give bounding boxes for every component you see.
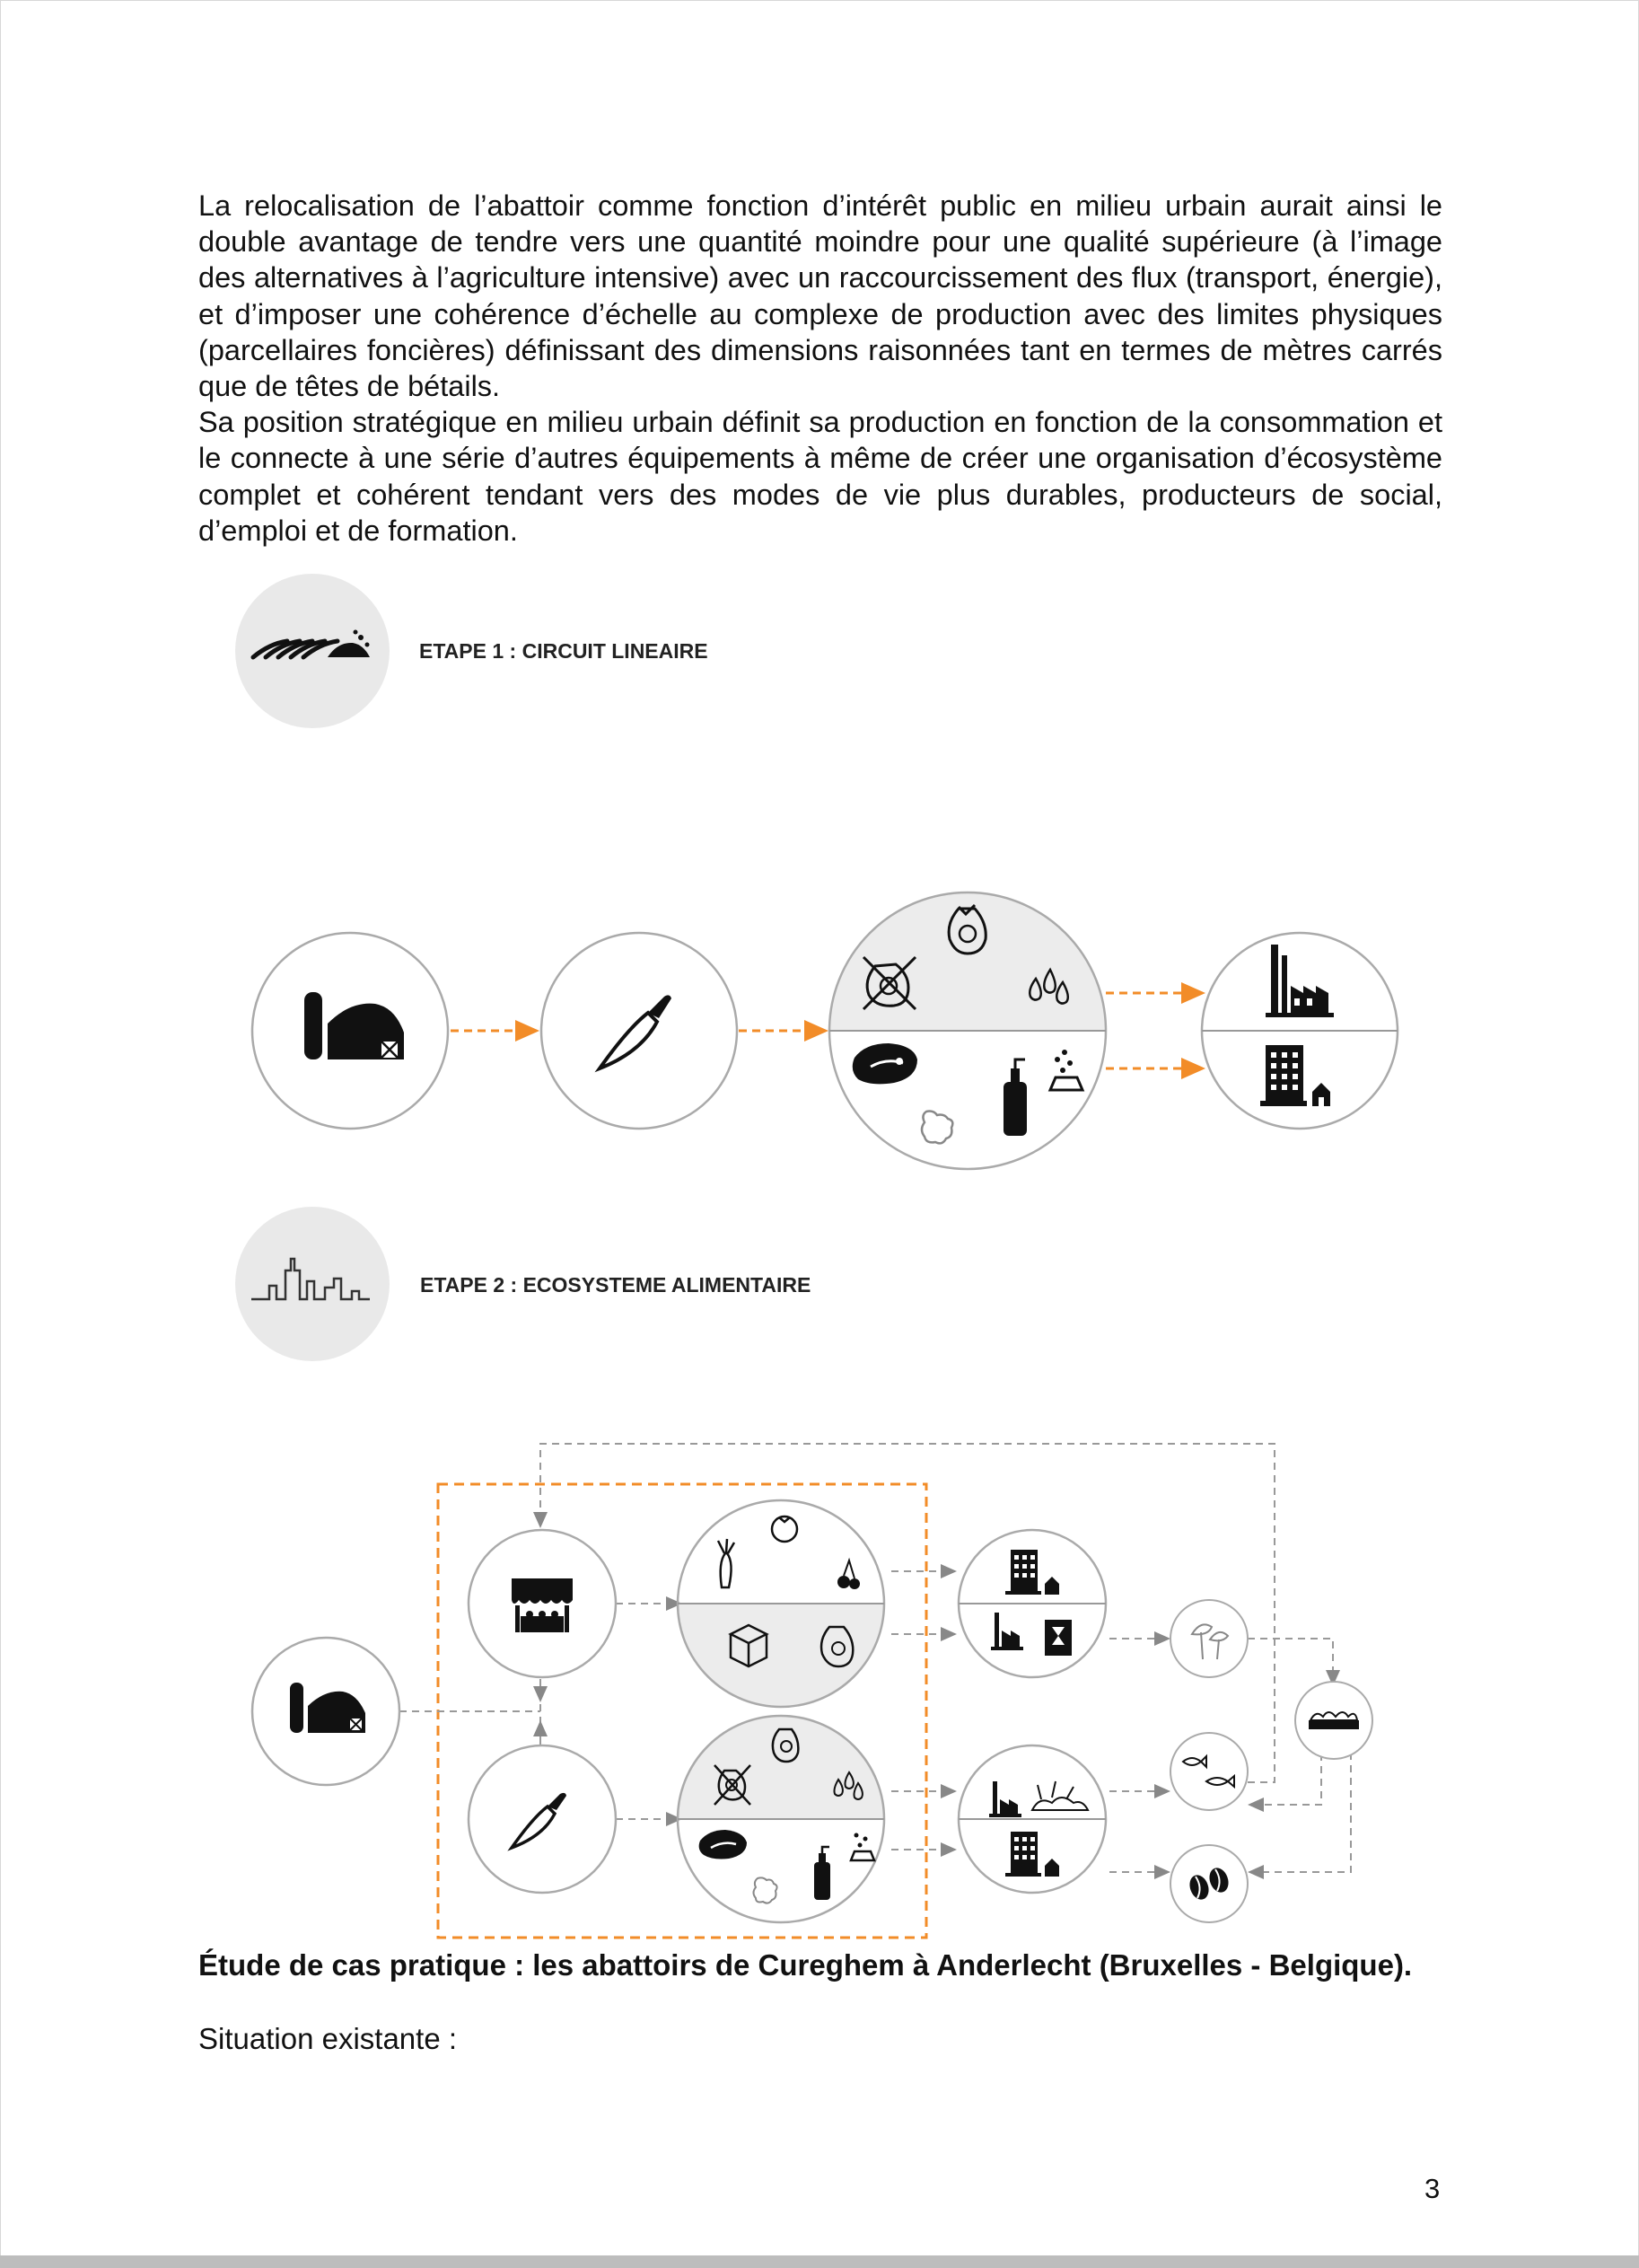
- step2-badge: [235, 1207, 390, 1361]
- vegetables-icon: [1309, 1712, 1359, 1729]
- tomato-icon: [772, 1516, 797, 1542]
- meat-icon: [853, 1043, 917, 1084]
- storage-icon: [1045, 1620, 1072, 1656]
- meat-icon: [699, 1830, 747, 1859]
- fish-circle: [1170, 1733, 1248, 1810]
- leather-icon: [754, 1877, 777, 1903]
- coffee-circle: [1170, 1845, 1248, 1922]
- step1-label: ETAPE 1 : CIRCUIT LINEAIRE: [419, 639, 708, 663]
- page-number: 3: [1424, 2173, 1441, 2204]
- paragraph-1: La relocalisation de l’abattoir comme fonction d’intérêt public en milieu urbain aurait ainsi le double avantage de tendre vers une quantité moindre pour une qualité supérieure (à l’image des alternatives à l’agriculture intensive) avec un raccourcissement des flux (transport, énergie), et d’imposer une cohérence d’échelle au complexe de production avec des limites physiques (parcellaires foncières) définissant des dimensions raisonnées tant en termes de mètres carrés que de têtes de bétails.: [198, 189, 1442, 403]
- bottle-icon: [1004, 1059, 1027, 1136]
- cherry-icon: [837, 1560, 860, 1589]
- powder-icon: [1050, 1050, 1082, 1090]
- case-study-heading: Étude de cas pratique : les abattoirs de Cureghem à Anderlecht (Bruxelles - Belgique).: [198, 1948, 1413, 1982]
- bottle-icon: [814, 1847, 830, 1900]
- market-circle: [469, 1530, 616, 1677]
- bottom-bar: [0, 2255, 1639, 2268]
- mushroom-circle: [1170, 1600, 1248, 1677]
- carrot-icon: [718, 1539, 734, 1587]
- step1-diagram: [252, 892, 1398, 1169]
- paragraph-2: Sa position stratégique en milieu urbain définit sa production en fonction de la consommation et le connecte à une série d’autres équipements à même de créer une organisation d’écosystème complet et cohérent tendant vers des modes de vie plus durables, producteurs de social, d’emploi et de formation.: [198, 406, 1442, 547]
- powder-icon: [851, 1833, 874, 1861]
- step2-diagram: [252, 1444, 1372, 1938]
- situation-label: Situation existante :: [198, 2022, 458, 2055]
- waste-bag-icon: [714, 1765, 750, 1805]
- step2-label: ETAPE 2 : ECOSYSTEME ALIMENTAIRE: [420, 1273, 811, 1297]
- leather-icon: [922, 1112, 952, 1144]
